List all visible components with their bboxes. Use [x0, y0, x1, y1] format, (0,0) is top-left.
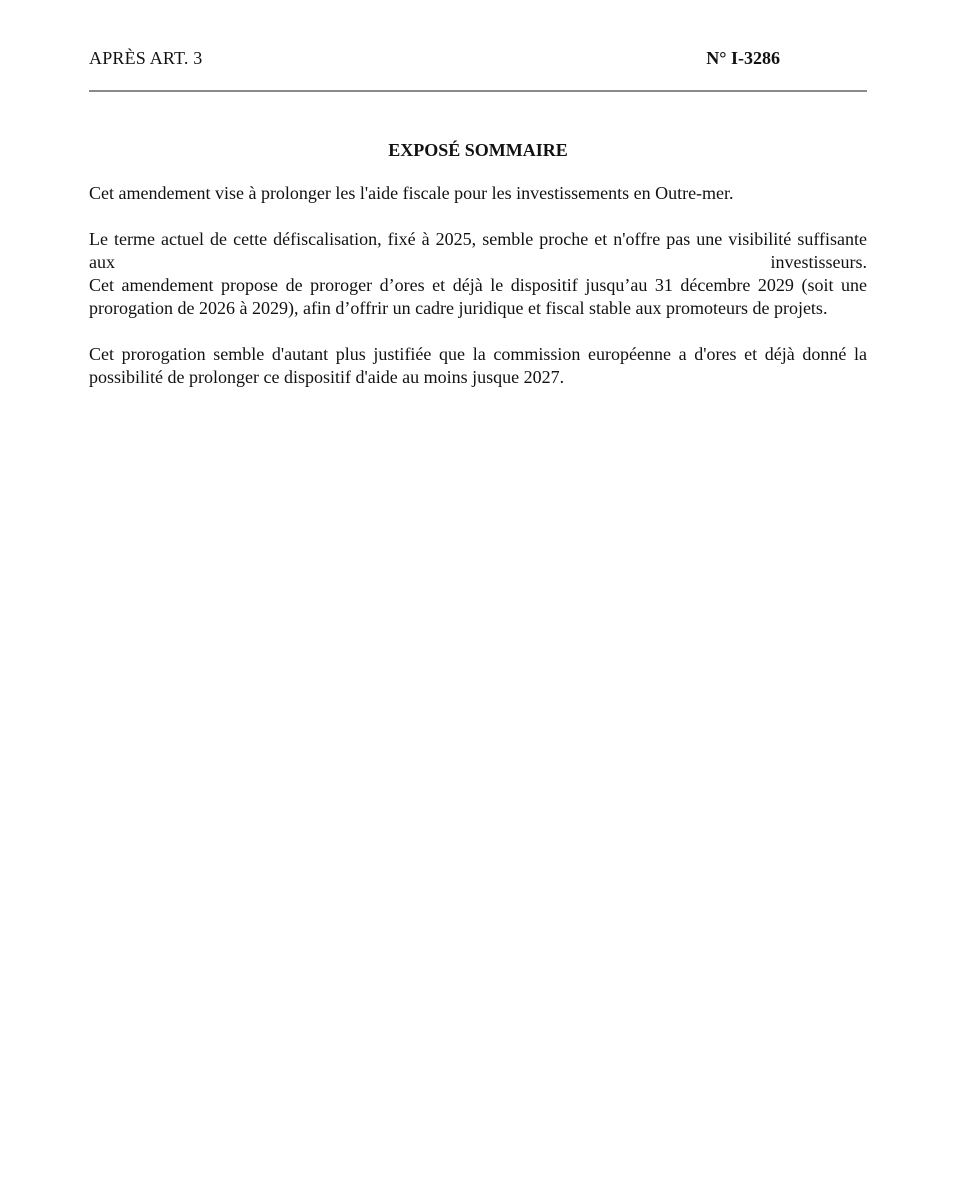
document-body: [89, 182, 867, 412]
page-header: [89, 48, 866, 72]
paragraph-justification: Cet prorogation semble d'autant plus justifiée que la commission européenne a d'ores et déjà donné la possibilité de prolonger ce dispositif d'aide au moins jusque 2027.: [89, 344, 867, 387]
section-title: EXPOSÉ SOMMAIRE: [388, 140, 568, 160]
header-divider: [89, 90, 867, 92]
paragraph-proposal-text: Cet amendement propose de proroger d’ores et déjà le dispositif jusqu’au 31 décembre 2029 (soit une prorogation de 2026 à 2029), afin d’offrir un cadre juridique et fiscal stable aux promoteurs de projets.: [89, 275, 867, 318]
amendment-number: N° I-3286: [706, 48, 780, 68]
paragraph-intro: Cet amendement vise à prolonger les l'aide fiscale pour les investissements en Outre-mer.: [89, 183, 734, 203]
article-reference: APRÈS ART. 3: [89, 48, 203, 68]
paragraph-term: [89, 228, 867, 320]
paragraph-term-text: Le terme actuel de cette défiscalisation, fixé à 2025, semble proche et n'offre pas une visibilité suffisante aux investisseurs.: [89, 229, 867, 272]
